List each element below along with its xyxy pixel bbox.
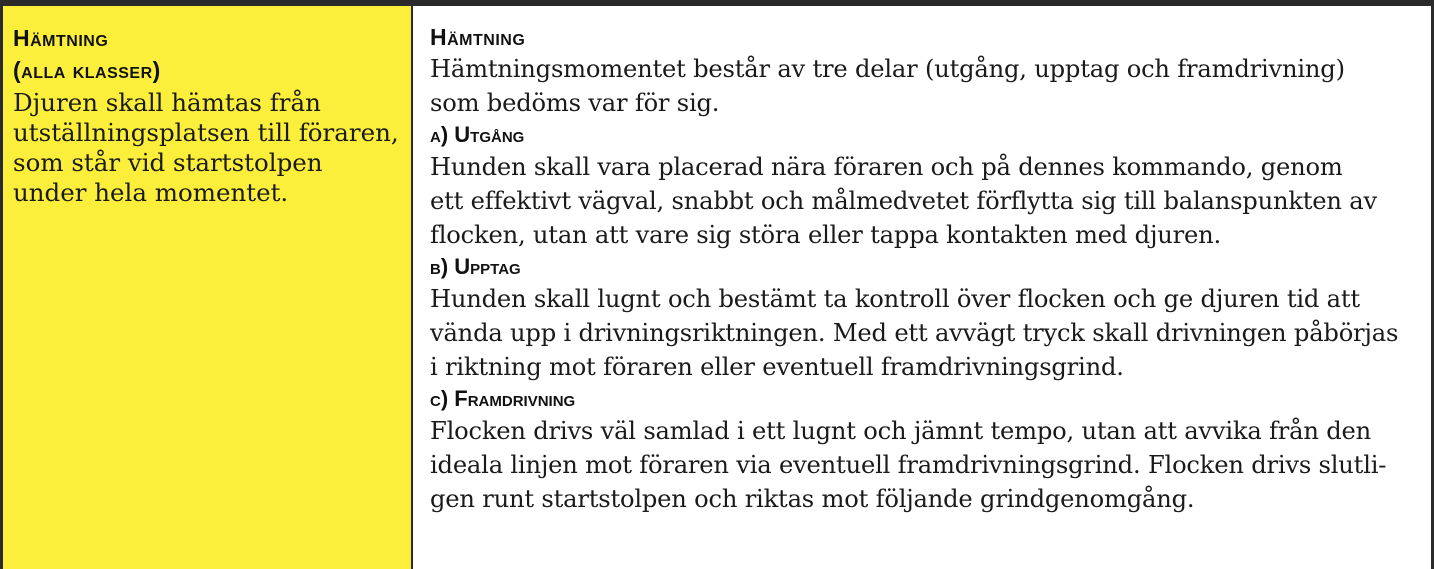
section-line: gen runt startstolpen och riktas mot följande grindgenomgång. xyxy=(430,485,1195,513)
section-line: i riktning mot föraren eller eventuell framdrivningsgrind. xyxy=(430,353,1124,381)
left-body-line: utställningsplatsen till föraren, xyxy=(13,118,399,147)
left-body-line: som står vid startstolpen xyxy=(13,148,323,177)
section-line: Flocken drivs väl samlad i ett lugnt och jämnt tempo, utan att avvika från den xyxy=(430,417,1372,445)
intro-line: Hämtningsmomentet består av tre delar (utgång, upptag och framdrivning) xyxy=(430,55,1345,83)
section-line: Hunden skall vara placerad nära föraren och på dennes kommando, genom xyxy=(430,153,1343,181)
left-content xyxy=(13,22,408,208)
left-title: Hämtning xyxy=(13,25,109,51)
section-body-framdrivning xyxy=(430,414,1420,516)
section-line: vända upp i drivningsriktningen. Med ett avvägt tryck skall drivningen påbörjas xyxy=(430,319,1399,347)
column-divider xyxy=(411,6,413,569)
intro-paragraph xyxy=(430,52,1420,120)
section-body-upptag xyxy=(430,282,1420,384)
left-body-line: under hela momentet. xyxy=(13,178,289,207)
section-body-utgang xyxy=(430,150,1420,252)
intro-line: som bedöms var för sig. xyxy=(430,89,720,117)
section-line: Hunden skall lugnt och bestämt ta kontroll över flocken och ge djuren tid att xyxy=(430,285,1360,313)
left-body-line: Djuren skall hämtas från xyxy=(13,88,321,117)
right-title: Hämtning xyxy=(430,24,526,50)
right-column xyxy=(430,22,1420,516)
section-line: ideala linjen mot föraren via eventuell framdrivningsgrind. Flocken drivs slutli- xyxy=(430,451,1387,479)
section-line: flocken, utan att vare sig störa eller tappa kontakten med djuren. xyxy=(430,221,1221,249)
section-heading-framdrivning: c) Framdrivning xyxy=(430,386,576,411)
section-line: ett effektivt vägval, snabbt och målmedvetet förflytta sig till balanspunkten av xyxy=(430,187,1377,215)
section-heading-upptag: b) Upptag xyxy=(430,254,521,279)
left-column xyxy=(3,6,411,569)
left-subtitle: (alla klasser) xyxy=(13,57,161,83)
section-heading-utgang: a) Utgång xyxy=(430,122,525,147)
